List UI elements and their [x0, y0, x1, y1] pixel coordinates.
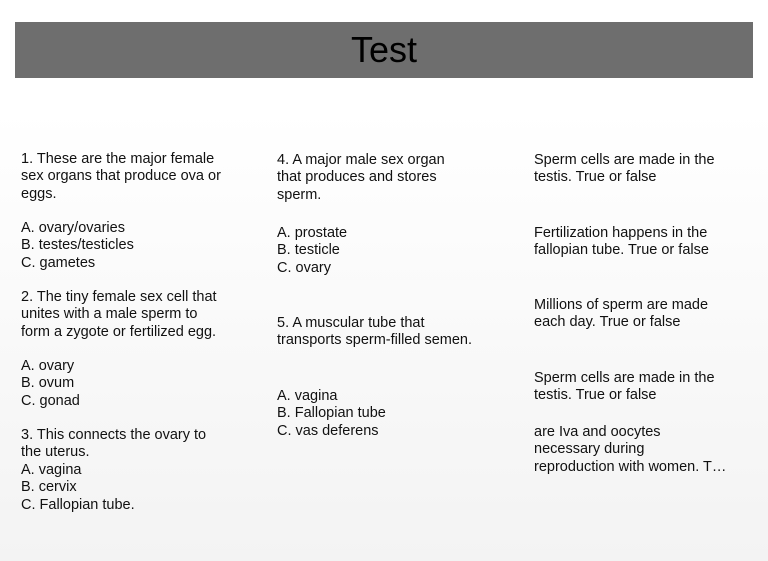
question-5-option-b: B. Fallopian tube [277, 405, 386, 422]
question-4-text-line-2: that produces and stores [277, 169, 437, 186]
question-3-option-b: B. cervix [21, 479, 77, 496]
question-3-text-line-2: the uterus. [21, 444, 90, 461]
question-5-option-c: C. vas deferens [277, 422, 379, 439]
title-bar [15, 22, 753, 78]
statement-1 [534, 152, 759, 187]
statement-5-line-2: necessary during [534, 441, 645, 458]
statement-1-line-1: Sperm cells are made in the [534, 152, 715, 168]
question-4-options [277, 225, 522, 277]
question-3 [21, 427, 251, 514]
statement-5 [534, 424, 759, 476]
statement-2-line-1: Fertilization happens in the [534, 225, 708, 241]
statement-3-line-2: each day. True or false [534, 314, 681, 331]
statement-1-line-2: testis. True or false [534, 169, 657, 186]
question-2-options [21, 358, 251, 410]
statement-2-line-2: fallopian tube. True or false [534, 242, 709, 259]
question-2-text-line-1: 2. The tiny female sex cell that [21, 289, 217, 305]
question-1-option-b: B. testes/testicles [21, 237, 134, 254]
question-1-text-line-2: sex organs that produce ova or [21, 168, 221, 185]
question-5-option-a: A. vagina [277, 388, 338, 404]
statement-3 [534, 297, 759, 332]
statement-5-line-1: are Iva and oocytes [534, 424, 661, 440]
question-2 [21, 289, 251, 341]
statement-3-line-1: Millions of sperm are made [534, 297, 709, 313]
question-1-text-line-1: 1. These are the major female [21, 151, 215, 167]
question-2-option-c: C. gonad [21, 392, 80, 409]
question-5-text-line-2: transports sperm-filled semen. [277, 332, 473, 349]
question-1-option-c: C. gametes [21, 254, 96, 271]
question-4-text-line-3: sperm. [277, 186, 322, 203]
question-4-text-line-1: 4. A major male sex organ [277, 152, 445, 168]
question-5 [277, 315, 522, 350]
statement-4-line-2: testis. True or false [534, 387, 657, 404]
question-4 [277, 152, 522, 204]
question-4-option-b: B. testicle [277, 242, 340, 259]
question-2-text-line-3: form a zygote or fertilized egg. [21, 323, 217, 340]
question-3-option-c: C. Fallopian tube. [21, 496, 135, 513]
question-3-option-a: A. vagina [21, 461, 82, 478]
question-2-option-b: B. ovum [21, 375, 75, 392]
question-1-option-a: A. ovary/ovaries [21, 220, 125, 236]
statement-2 [534, 225, 759, 260]
question-2-option-a: A. ovary [21, 358, 75, 374]
question-5-options [277, 388, 522, 440]
question-3-text-line-1: 3. This connects the ovary to [21, 427, 207, 443]
statement-5-line-3: reproduction with women. T… [534, 458, 727, 475]
question-1-options [21, 220, 251, 272]
question-5-text-line-1: 5. A muscular tube that [277, 315, 425, 331]
question-4-option-c: C. ovary [277, 259, 331, 276]
question-2-text-line-2: unites with a male sperm to [21, 306, 198, 323]
statement-4-line-1: Sperm cells are made in the [534, 370, 715, 386]
page-title: Test [350, 29, 418, 70]
question-1 [21, 151, 251, 203]
question-4-option-a: A. prostate [277, 225, 348, 241]
statement-4 [534, 370, 759, 405]
question-1-text-line-3: eggs. [21, 185, 57, 202]
